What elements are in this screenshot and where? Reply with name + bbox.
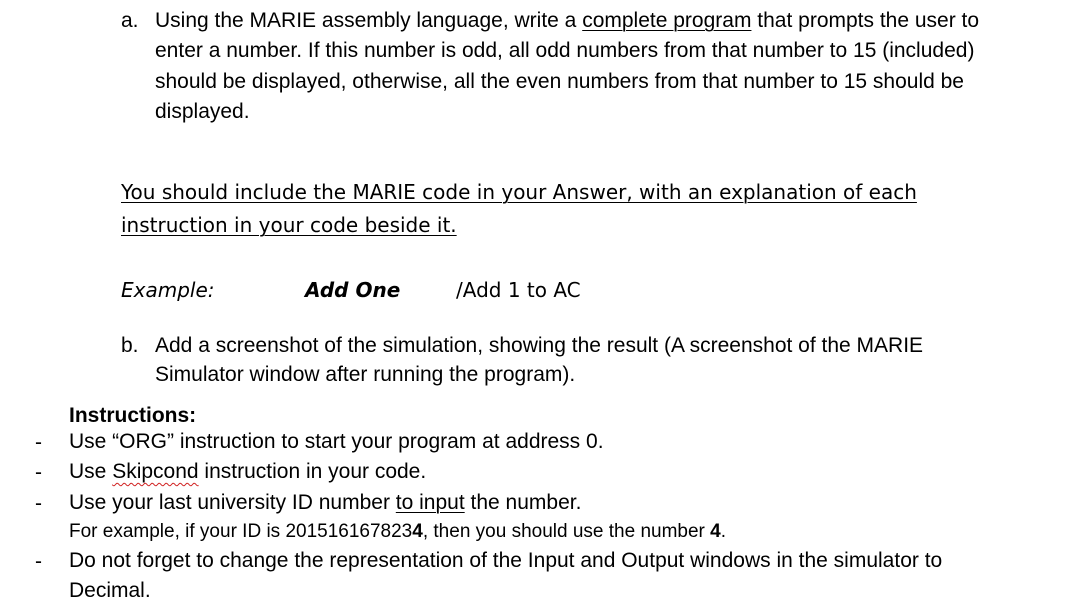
part-a-line-4: displayed. (155, 100, 250, 123)
item-2-pre: Use (69, 460, 113, 483)
instruction-item-3 (69, 488, 581, 518)
example-comment: /Add 1 to AC (456, 278, 581, 302)
part-a-line-1-post: that prompts the user to (751, 9, 980, 32)
item-3-post: the number. (464, 491, 582, 514)
bullet-dash-4: - (35, 550, 42, 573)
part-b-line-1: Add a screenshot of the simulation, showing the result (A screenshot of the MARIE (155, 334, 924, 357)
id-example-end: . (720, 521, 727, 542)
bullet-dash-1: - (35, 431, 42, 454)
instructions-title: Instructions: (69, 404, 197, 427)
note-line-2: instruction in your code beside it. (121, 213, 457, 237)
instruction-item-4-line-1: Do not forget to change the representation of the Input and Output windows in the simulator to (69, 549, 943, 572)
part-b-marker: b. (121, 334, 139, 357)
to-input-link[interactable]: to input (395, 491, 465, 514)
part-a-line-2: enter a number. If this number is odd, all odd numbers from that number to 15 (included) (155, 39, 975, 62)
example-label: Example: (121, 278, 215, 302)
id-example-pre: For example, if your ID is 201516167823 (69, 521, 413, 542)
part-a-marker: a. (121, 9, 139, 32)
item-3-pre: Use your last university ID number (69, 491, 396, 514)
bullet-dash-2: - (35, 461, 42, 484)
part-b-line-2: Simulator window after running the program). (155, 363, 576, 386)
id-last-digit: 4 (412, 521, 423, 542)
skipcond-word: Skipcond (112, 460, 199, 483)
instruction-item-2 (69, 457, 426, 487)
instruction-item-4-line-2: Decimal. (69, 579, 151, 602)
part-a-line-1 (155, 6, 979, 36)
number-to-use: 4 (710, 521, 721, 542)
part-a-line-1-pre: Using the MARIE assembly language, write a (155, 9, 583, 32)
example-code: Add One (305, 278, 401, 302)
note-line-1: You should include the MARIE code in your Answer, with an explanation of each (121, 180, 917, 204)
id-example-line (69, 518, 726, 546)
item-2-post: instruction in your code. (198, 460, 427, 483)
complete-program-link[interactable]: complete program (582, 9, 752, 32)
bullet-dash-3: - (35, 492, 42, 515)
part-a-line-3: should be displayed, otherwise, all the even numbers from that number to 15 should be (155, 70, 964, 93)
id-example-mid: , then you should use the number (422, 521, 711, 542)
instruction-item-1: Use “ORG” instruction to start your program at address 0. (69, 430, 604, 453)
